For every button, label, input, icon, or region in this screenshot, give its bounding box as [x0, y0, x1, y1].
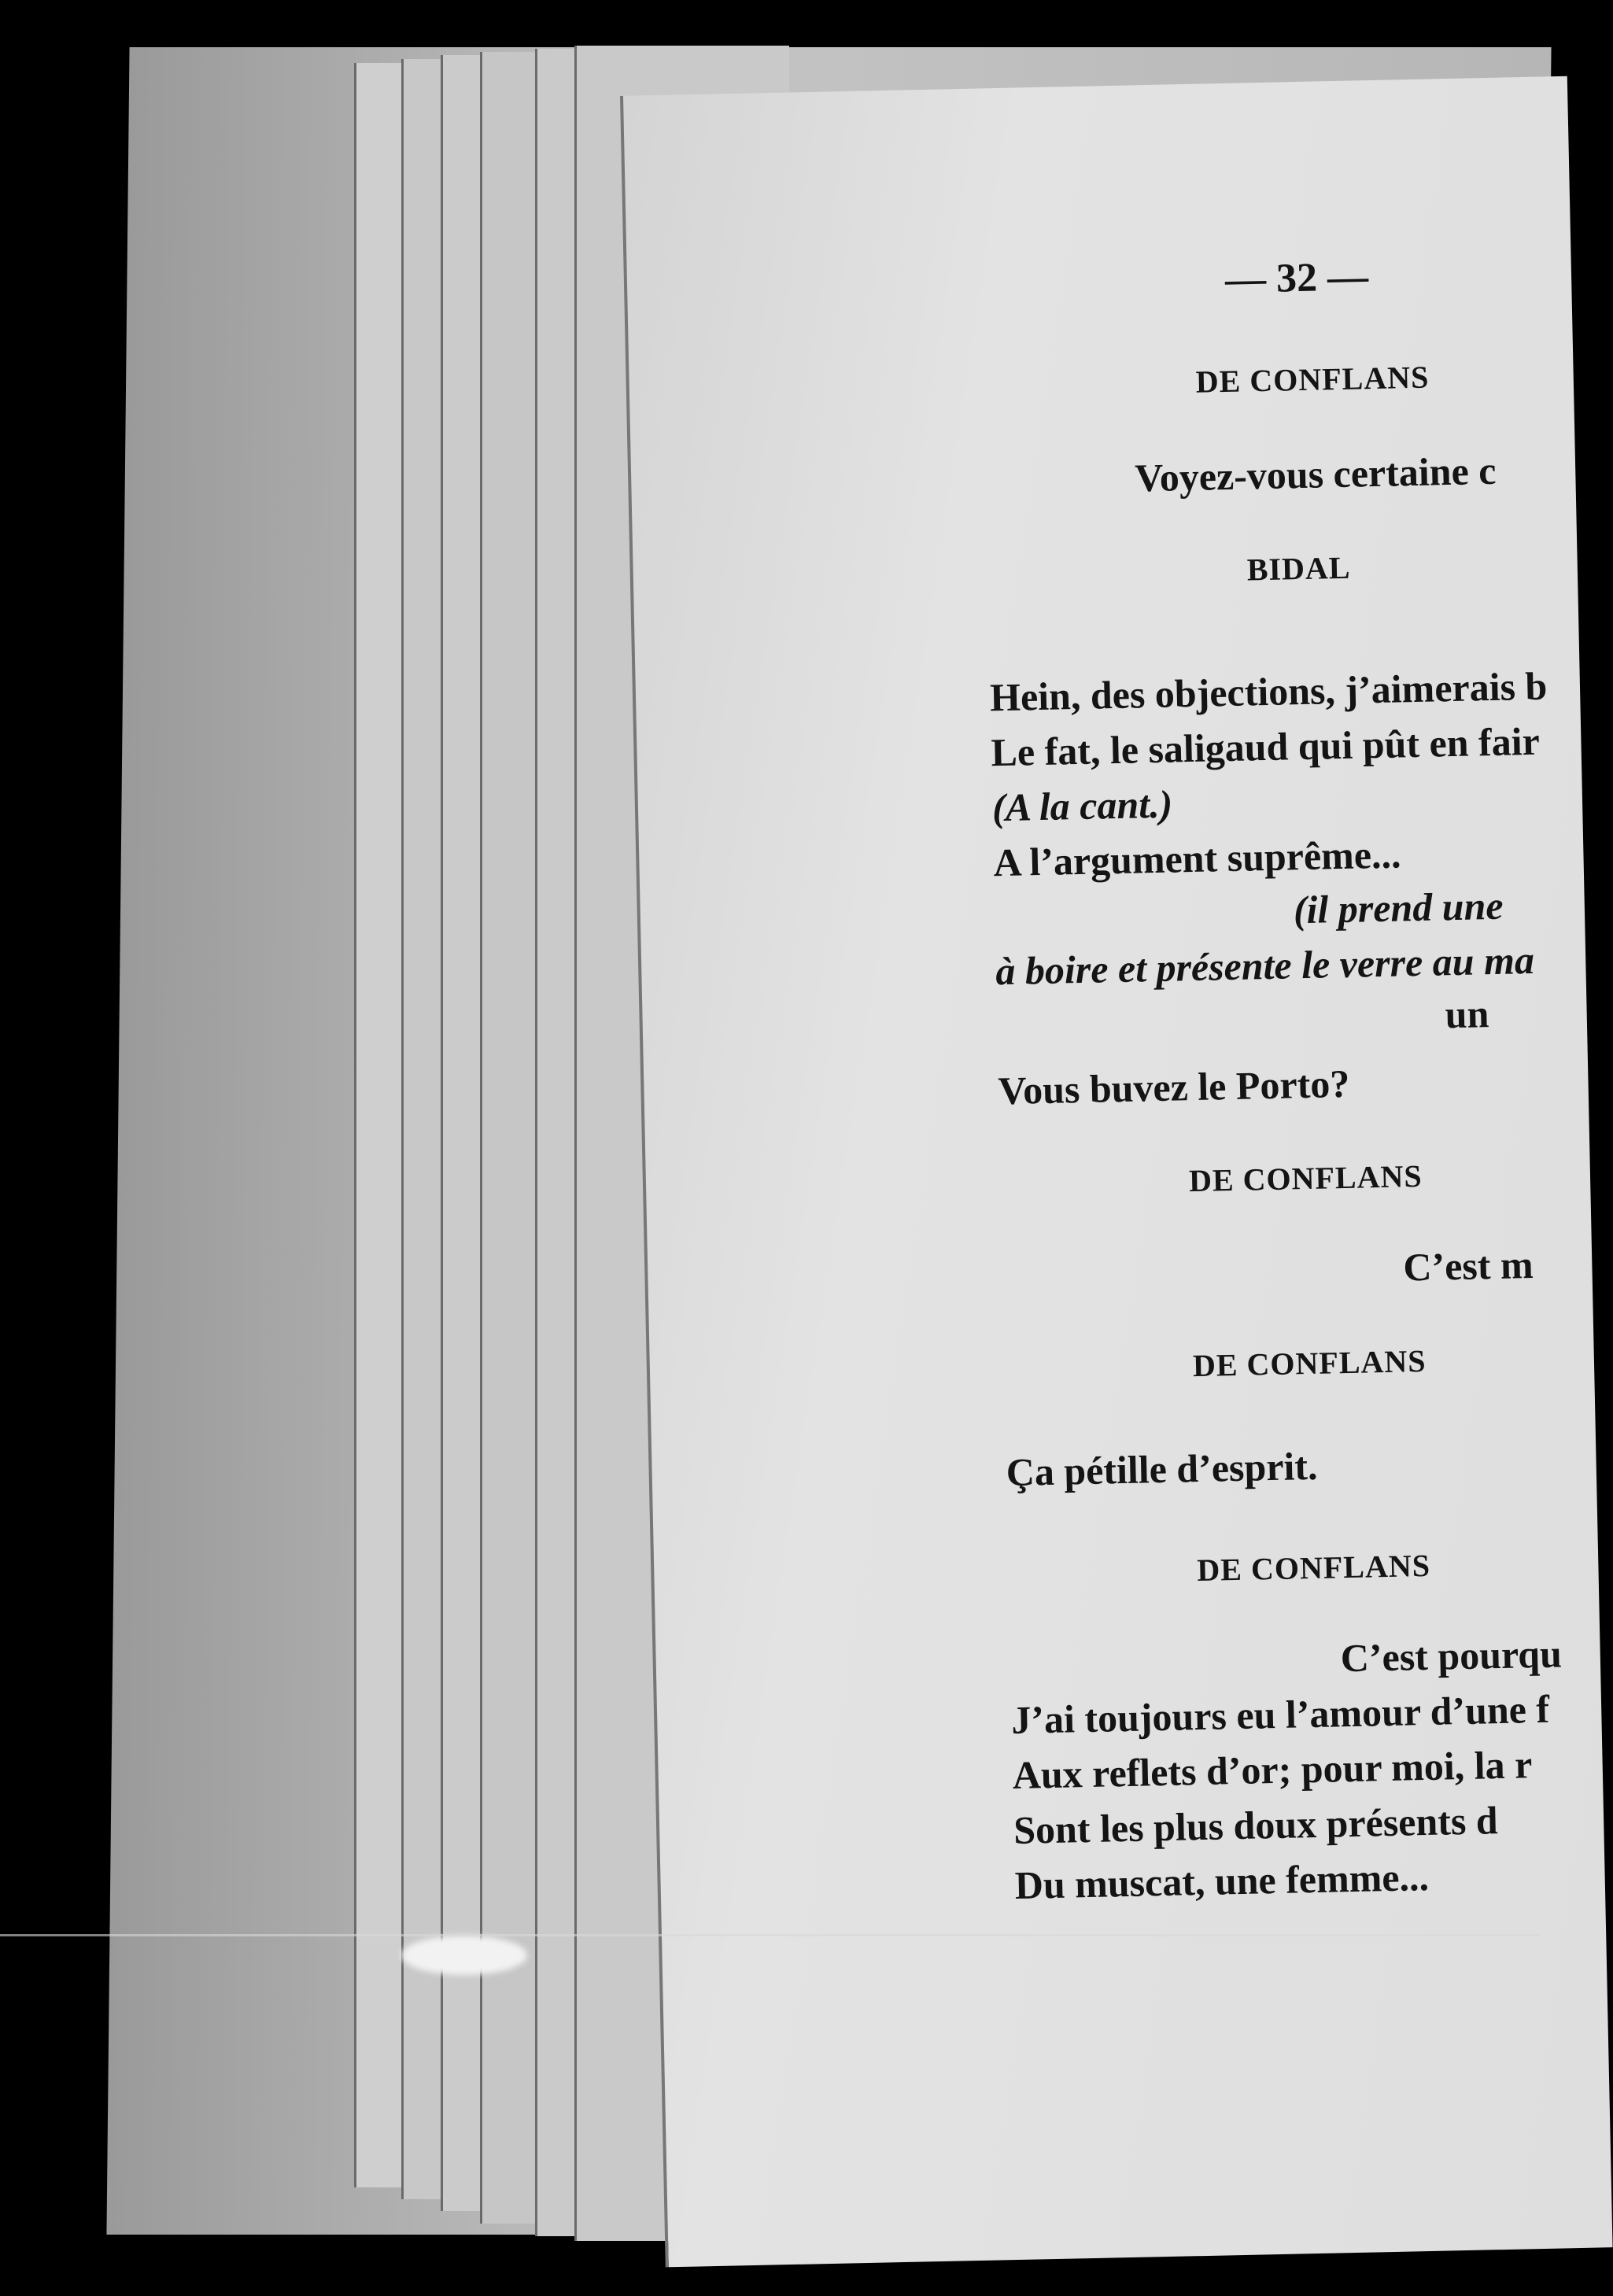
speaker-name: DE CONFLANS [1196, 1547, 1431, 1589]
verse-line: J’ai toujours eu l’amour d’une f [1010, 1686, 1550, 1743]
verse-line: Le fat, le saligaud qui pût en fair [990, 718, 1541, 775]
speaker-name: DE CONFLANS [1192, 1342, 1427, 1384]
paper-stain [401, 1936, 527, 1975]
verse-line: Vous buvez le Porto? [997, 1061, 1350, 1113]
book-page [620, 76, 1613, 2268]
stage-direction: un [1445, 991, 1489, 1037]
speaker-name: DE CONFLANS [1188, 1157, 1423, 1199]
stage-direction: (A la cant.) [991, 781, 1173, 830]
verse-line: Du muscat, une femme... [1014, 1854, 1430, 1907]
verse-line: Sont les plus doux présents d [1013, 1798, 1499, 1853]
verse-line: Ça pétille d’esprit. [1006, 1443, 1319, 1495]
speaker-name: BIDAL [1246, 549, 1351, 588]
page-number: — 32 — [1224, 254, 1369, 302]
verse-line: A l’argument suprême... [992, 832, 1401, 885]
verse-line: Voyez-vous certaine c [1134, 448, 1497, 500]
verse-line: Hein, des objections, j’aimerais b [989, 663, 1548, 720]
verse-line: C’est pourqu [1340, 1631, 1563, 1681]
stage-direction: à boire et présente le verre au ma [995, 937, 1535, 994]
stage-direction: (il prend une [1293, 883, 1504, 932]
speaker-name: DE CONFLANS [1195, 359, 1430, 400]
scan-artifact-line [0, 1934, 1540, 1936]
verse-line: C’est m [1402, 1242, 1534, 1290]
verse-line: Aux reflets d’or; pour moi, la r [1012, 1742, 1533, 1798]
